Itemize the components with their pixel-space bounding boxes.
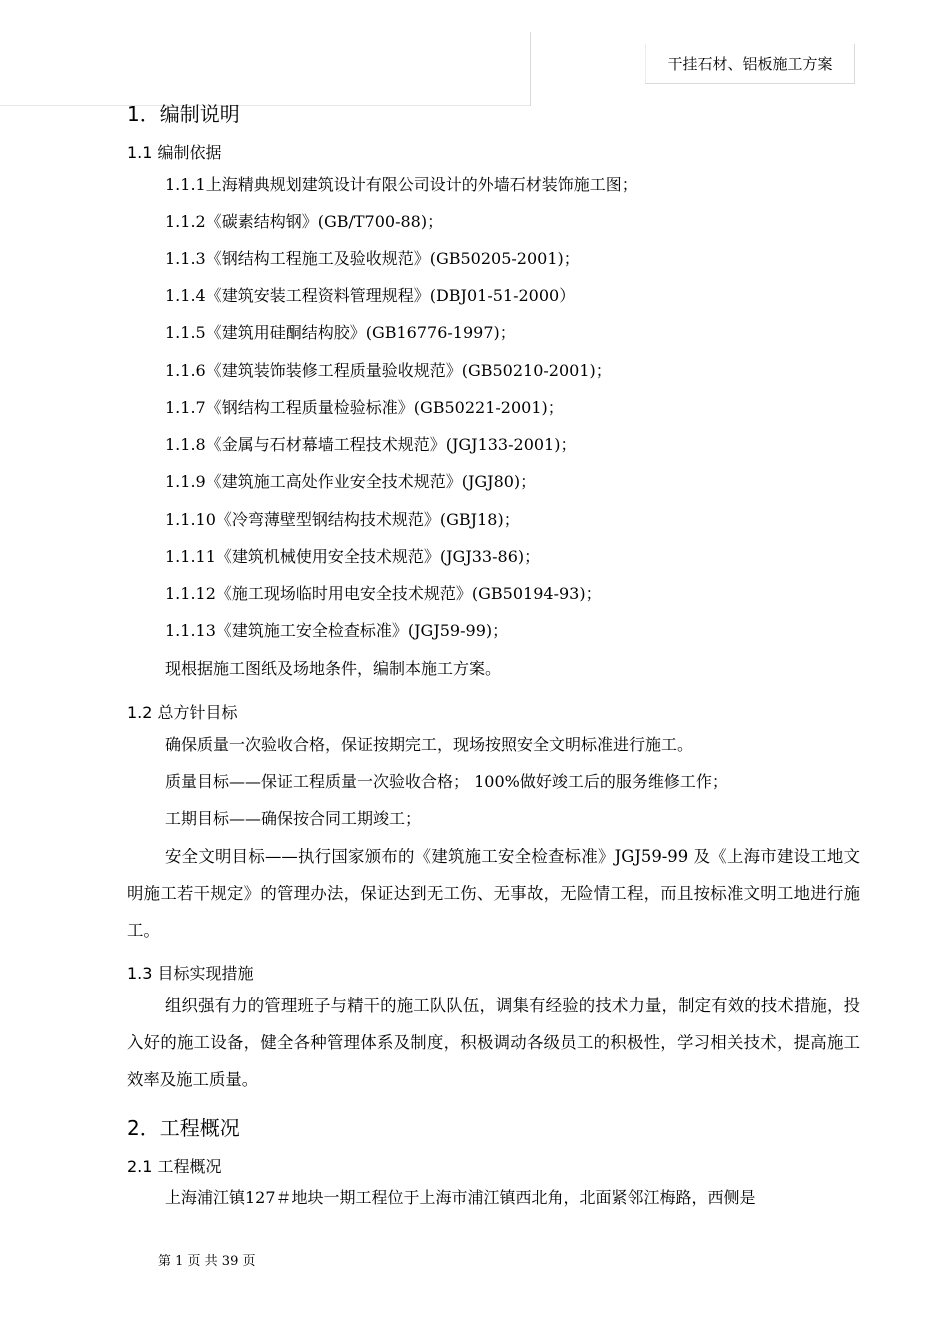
reference-item: 1.1.2《碳素结构钢》(GB/T700-88)； [165, 212, 444, 231]
reference-item: 1.1.11《建筑机械使用安全技术规范》(JGJ33-86)； [165, 547, 541, 566]
reference-item: 1.1.8《金属与石材幕墙工程技术规范》(JGJ133-2001)； [165, 435, 577, 454]
reference-item: 1.1.9《建筑施工高处作业安全技术规范》(JGJ80)； [165, 472, 537, 491]
reference-item: 1.1.7《钢结构工程质量检验标准》(GB50221-2001)； [165, 398, 564, 417]
header-doc-title: 干挂石材、铝板施工方案 [645, 44, 855, 84]
goal-line: 确保质量一次验收合格，保证按期完工，现场按照安全文明标准进行施工。 [165, 735, 694, 754]
reference-item: 1.1.5《建筑用硅酮结构胶》(GB16776-1997)； [165, 323, 516, 342]
section-2-1-title: 2.1 工程概况 [127, 1157, 222, 1176]
header-divider-vertical [530, 32, 531, 106]
section-1-2-title: 1.2 总方针目标 [127, 703, 238, 722]
goal-line: 工期目标——确保按合同工期竣工； [165, 809, 422, 828]
section-1-1-closing: 现根据施工图纸及场地条件，编制本施工方案。 [165, 659, 502, 678]
reference-item: 1.1.6《建筑装饰装修工程质量验收规范》(GB50210-2001)； [165, 361, 612, 380]
project-overview-line: 上海浦江镇127＃地块一期工程位于上海市浦江镇西北角，北面紧邻江梅路，西侧是 [165, 1188, 756, 1207]
reference-item: 1.1.3《钢结构工程施工及验收规范》(GB50205-2001)； [165, 249, 580, 268]
section-1-3-title: 1.3 目标实现措施 [127, 964, 254, 983]
goal-line: 质量目标——保证工程质量一次验收合格； 100%做好竣工后的服务维修工作； [165, 772, 728, 791]
reference-item: 1.1.13《建筑施工安全检查标准》(JGJ59-99)； [165, 621, 509, 640]
section-1-title: 1．编制说明 [127, 102, 240, 126]
reference-item: 1.1.10《冷弯薄壁型钢结构技术规范》(GBJ18)； [165, 510, 520, 529]
measures-paragraph: 组织强有力的管理班子与精干的施工队队伍，调集有经验的技术力量，制定有效的技术措施，投入好的施工设备，健全各种管理体系及制度，积极调动各级员工的积极性，学习相关技术，提高施工效率及施工质量。 [127, 996, 860, 1089]
section-2-title: 2．工程概况 [127, 1116, 240, 1140]
reference-item: 1.1.12《施工现场临时用电安全技术规范》(GB50194-93)； [165, 584, 602, 603]
reference-item: 1.1.4《建筑安装工程资料管理规程》(DBJ01-51-2000） [165, 286, 576, 305]
page-number: 第 1 页 共 39 页 [158, 1254, 256, 1269]
section-1-1-title: 1.1 编制依据 [127, 143, 222, 162]
header-divider-horizontal [0, 105, 530, 106]
safety-goal-paragraph: 安全文明目标——执行国家颁布的《建筑施工安全检查标准》JGJ59-99 及《上海市建设工地文明施工若干规定》的管理办法，保证达到无工伤、无事故，无险情工程，而且按标准文明工地进行施工。 [127, 847, 860, 940]
reference-item: 1.1.1上海精典规划建筑设计有限公司设计的外墙石材装饰施工图； [165, 175, 638, 194]
